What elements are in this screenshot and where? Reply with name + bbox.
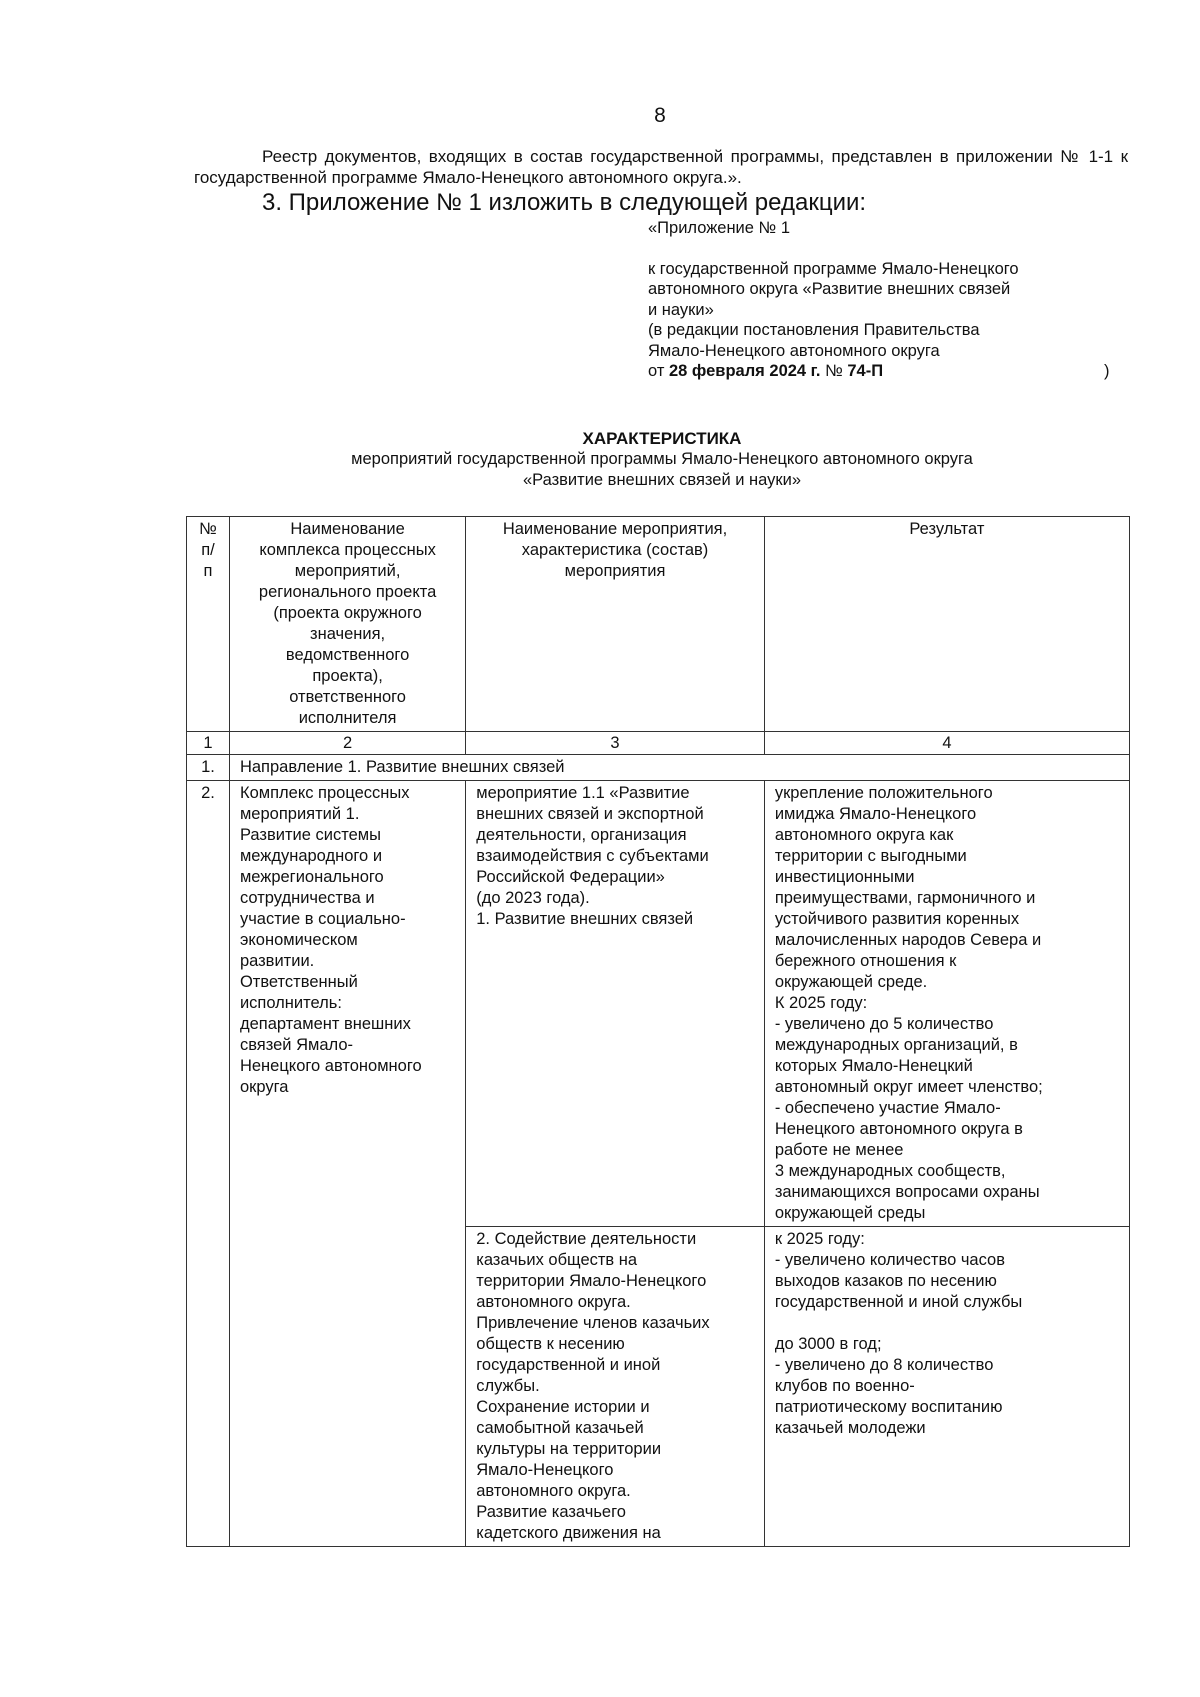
row-number: 1. <box>187 755 230 781</box>
header-number: № п/п <box>187 517 230 732</box>
column-number: 2 <box>229 732 465 755</box>
event-description: мероприятие 1.1 «Развитие внешних связей и экспортной деятельности, организация взаимодействия с субъектами Российской Федерации» (до 2023 года). 1. Развитие внешних связей <box>466 781 765 1227</box>
appendix-line-5: (в редакции постановления Правительства <box>648 321 980 339</box>
header-complex-name: Наименование комплекса процессных мероприятий, регионального проекта (проекта окружного значения, ведомственного проекта), ответственного исполнителя <box>229 517 465 732</box>
appendix-line-3: автономного округа «Развитие внешних связей <box>648 280 1011 298</box>
appendix-date-line <box>648 361 1108 382</box>
characteristics-table <box>186 516 1130 1547</box>
document-heading <box>184 428 1140 491</box>
date-prefix: от <box>648 362 669 380</box>
event-result: укрепление положительного имиджа Ямало-Ненецкого автономного округа как территории с выгодными инвестиционными преимуществами, гармоничного и устойчивого развития коренных малочисленных народов Севера и бережного отношения к окружающей среде. К 2025 году: - увеличено до 5 количество международных организаций, в которых Ямало-Ненецкий автономный округ имеет членство; - обеспечено участие Ямало- Ненецкого автономного округа в работе не менее 3 международных сообществ, занимающихся вопросами охраны окружающей среды <box>764 781 1129 1227</box>
column-number: 3 <box>466 732 765 755</box>
appendix-line-2: к государственной программе Ямало-Ненецкого <box>648 259 1019 278</box>
closing-paren: ) <box>1104 362 1110 380</box>
header-result: Результат <box>764 517 1129 732</box>
event-description: 2. Содействие деятельности казачьих обществ на территории Ямало-Ненецкого автономного округа. Привлечение членов казачьих обществ к несению государственной и иной службы. Сохранение истории и самобытной казачьей культуры на территории Ямало-Ненецкого автономного округа. Развитие казачьего кадетского движения на <box>466 1227 765 1547</box>
heading-subtitle-2: «Развитие внешних связей и науки» <box>522 471 802 489</box>
column-number: 4 <box>764 732 1129 755</box>
number-prefix: № <box>820 362 848 380</box>
column-number: 1 <box>187 732 230 755</box>
table-row <box>187 755 1130 781</box>
appendix-line-1: «Приложение № 1 <box>648 219 790 237</box>
event-result: к 2025 году: - увеличено количество часов выходов казаков по несению государственной и иной службы до 3000 в год; - увеличено до 8 количество клубов по военно- патриотическому воспитанию казачьей молодежи <box>764 1227 1129 1547</box>
resolution-date: 28 февраля 2024 г. <box>668 362 821 380</box>
page-number: 8 <box>654 104 666 127</box>
direction-title: Направление 1. Развитие внешних связей <box>229 755 1129 781</box>
appendix-note <box>648 218 1108 382</box>
appendix-line-6: Ямало-Ненецкого автономного округа <box>648 341 940 360</box>
header-event-name: Наименование мероприятия, характеристика (состав) мероприятия <box>466 517 765 732</box>
table-row <box>187 781 1130 1227</box>
column-number-row <box>187 732 1130 755</box>
complex-description: Комплекс процессных мероприятий 1. Развитие системы международного и межрегионального сотрудничества и участие в социально- экономическом развитии. Ответственный исполнитель: департамент внешних связей Ямало- Ненецкого автономного округа <box>229 781 465 1547</box>
intro-paragraph: Реестр документов, входящих в состав государственной программы, представлен в приложении № 1-1 к государственной программе Ямало-Ненецкого автономного округа.». <box>194 147 1128 187</box>
item-3-heading: 3. Приложение № 1 изложить в следующей редакции: <box>262 189 867 216</box>
resolution-number: 74-П <box>847 362 884 380</box>
appendix-line-4: и науки» <box>648 300 714 319</box>
heading-title: ХАРАКТЕРИСТИКА <box>582 429 742 448</box>
row-number: 2. <box>187 781 230 1547</box>
table-header-row <box>187 517 1130 732</box>
heading-subtitle-1: мероприятий государственной программы Ямало-Ненецкого автономного округа <box>351 450 973 468</box>
